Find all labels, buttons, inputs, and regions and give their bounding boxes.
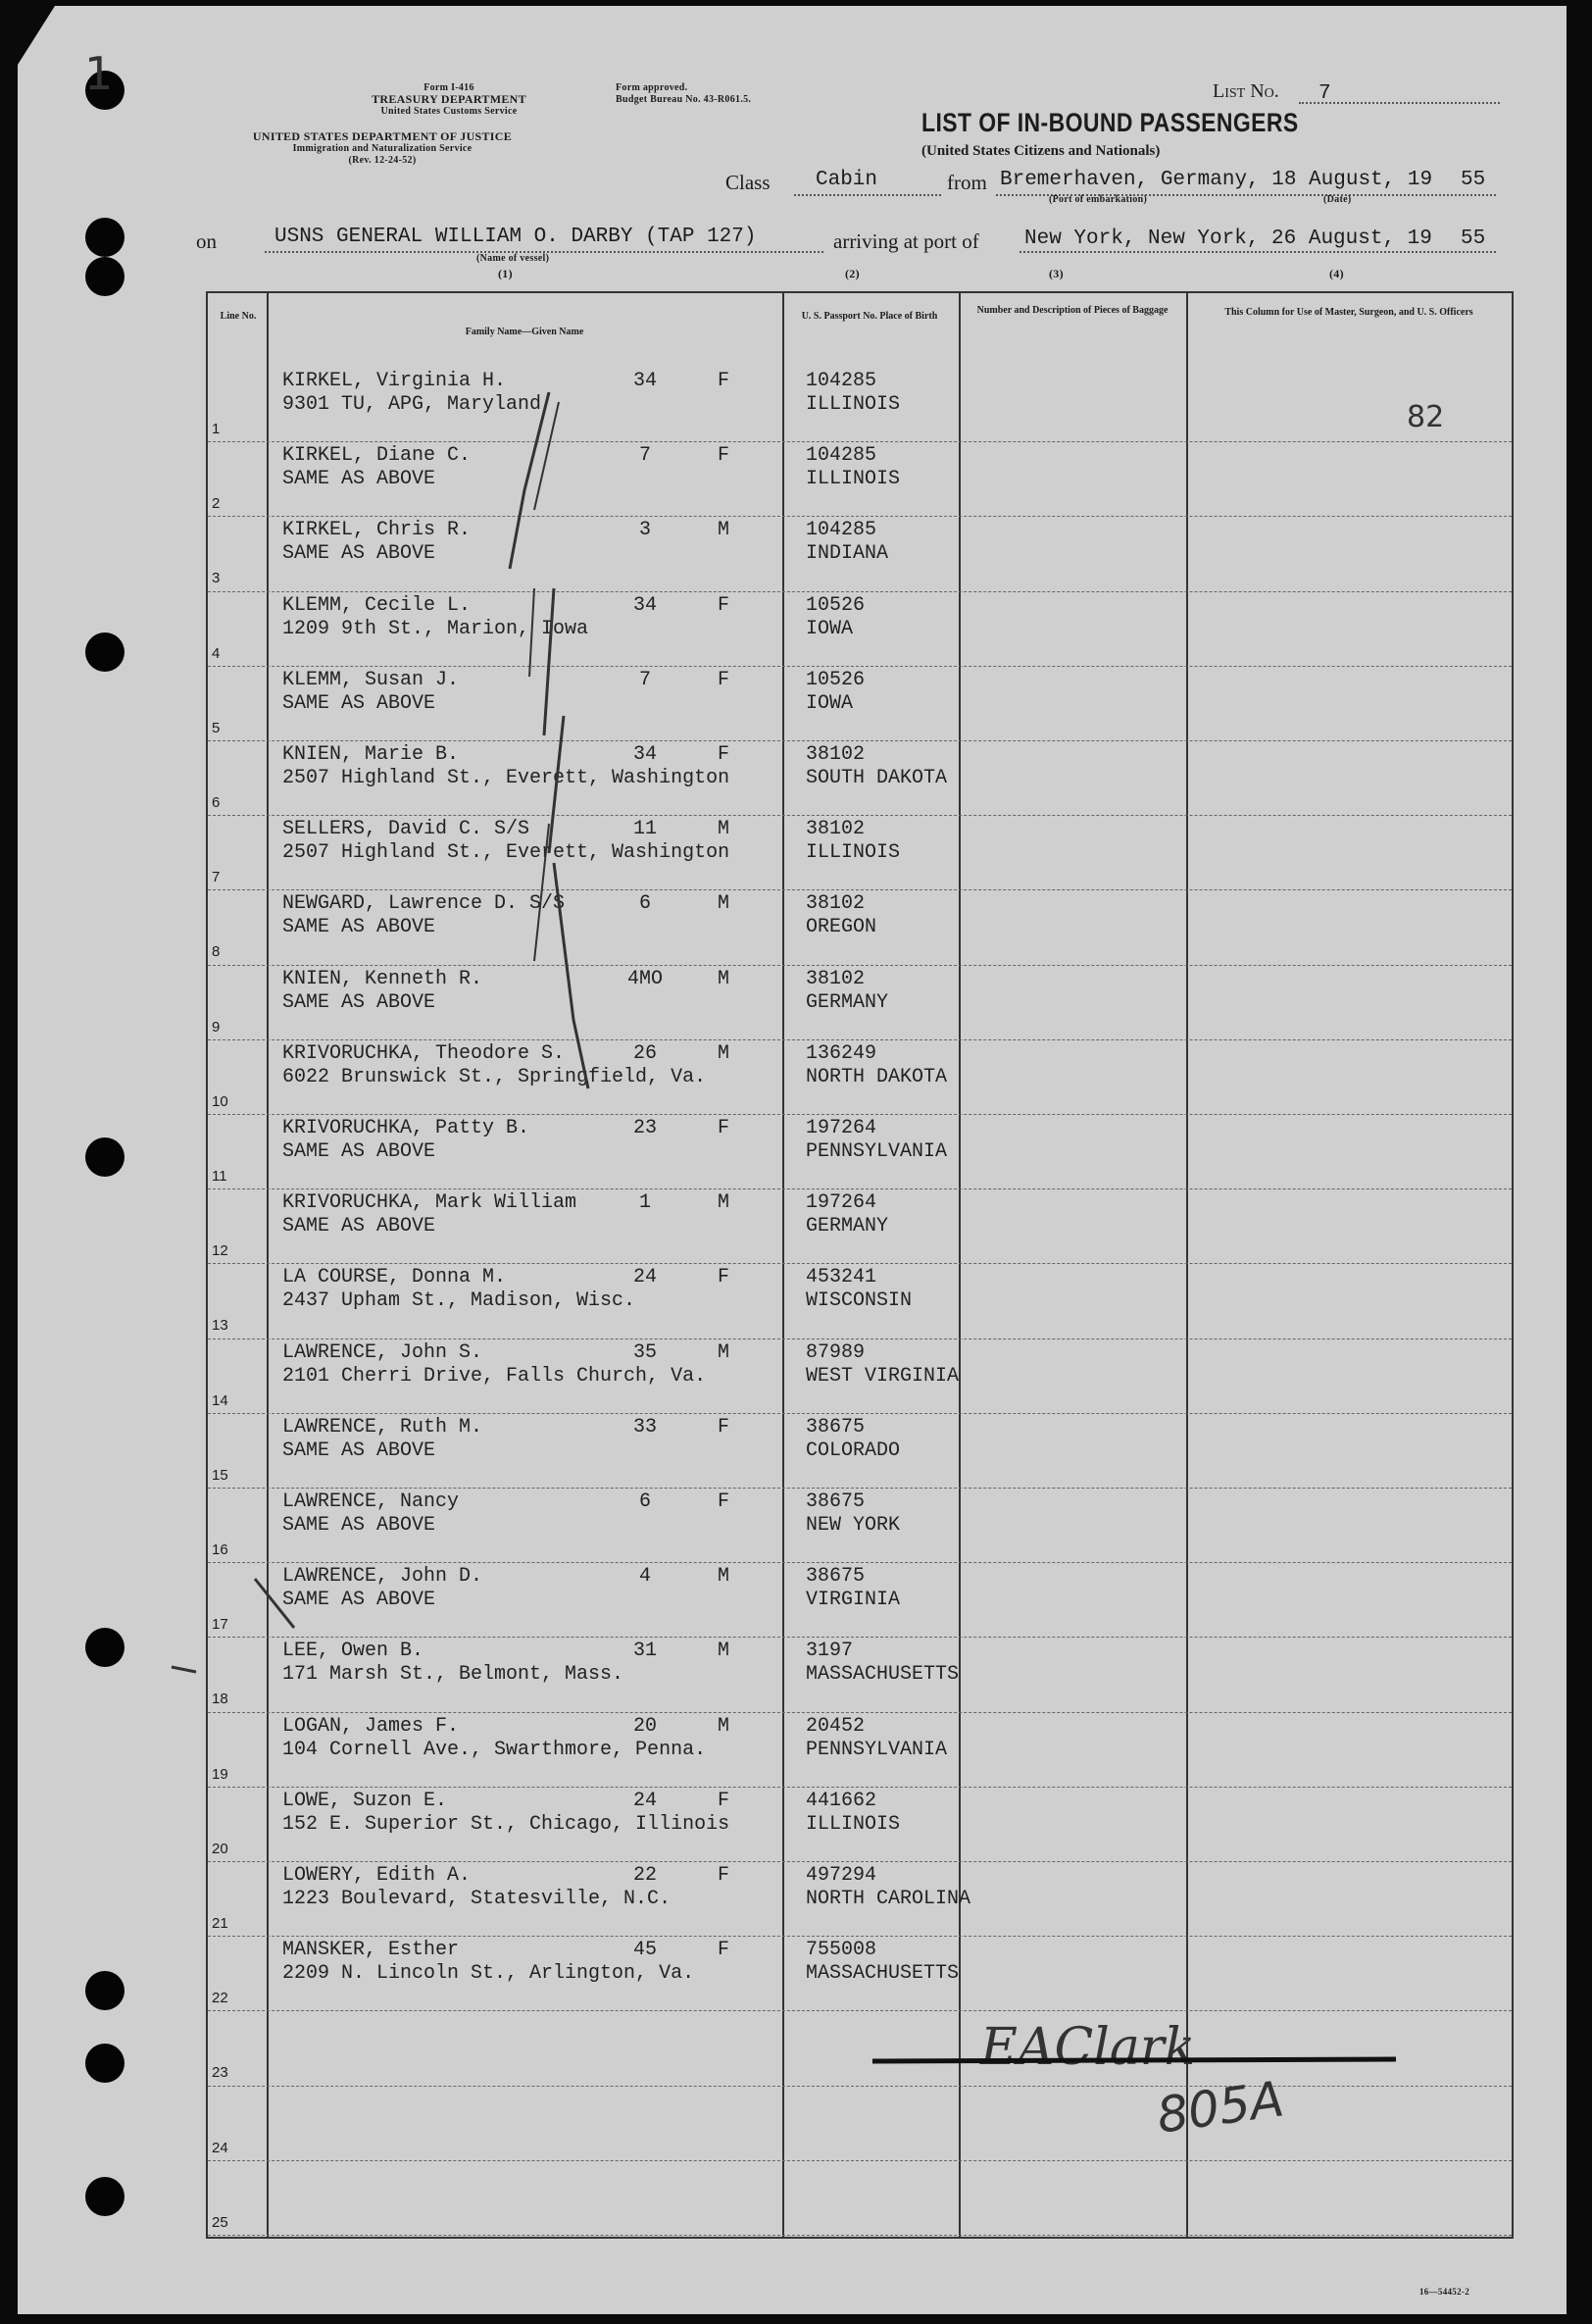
arriving-year: 55 xyxy=(1461,227,1486,250)
passenger-address: 104 Cornell Ave., Swarthmore, Penna. xyxy=(282,1738,707,1761)
passport-number: 755008 xyxy=(806,1939,877,1962)
passenger-name: KLEMM, Susan J. xyxy=(282,668,460,691)
line-number: 13 xyxy=(212,1317,228,1335)
place-of-birth: NEW YORK xyxy=(806,1514,901,1537)
passenger-sex: F xyxy=(718,444,730,468)
line-number: 7 xyxy=(212,869,221,886)
punch-hole xyxy=(85,218,124,257)
punch-hole xyxy=(85,2044,124,2083)
passenger-age: 7 xyxy=(639,444,652,468)
passport-number: 20452 xyxy=(806,1714,866,1738)
punch-hole xyxy=(85,1971,124,2010)
passenger-name: LA COURSE, Donna M. xyxy=(282,1266,507,1289)
line-number: 10 xyxy=(212,1092,228,1110)
passenger-age: 11 xyxy=(633,818,658,841)
vessel-name: USNS GENERAL WILLIAM O. DARBY (TAP 127) xyxy=(274,226,757,248)
place-of-birth: ILLINOIS xyxy=(806,393,901,416)
passenger-sex: M xyxy=(718,1191,730,1215)
list-no-label: List No. xyxy=(1213,80,1279,102)
line-number: 21 xyxy=(212,1915,228,1932)
line-number: 5 xyxy=(212,719,221,736)
passport-number: 453241 xyxy=(806,1266,877,1289)
place-of-birth: GERMANY xyxy=(806,1215,889,1238)
passenger-name: NEWGARD, Lawrence D. S/S xyxy=(282,892,566,916)
vessel-label: (Name of vessel) xyxy=(476,253,550,264)
class-value: Cabin xyxy=(816,169,878,191)
passenger-address: 2101 Cherri Drive, Falls Church, Va. xyxy=(282,1364,707,1388)
passenger-sex: F xyxy=(718,1789,730,1812)
passport-number: 10526 xyxy=(806,668,866,691)
passport-number: 38102 xyxy=(806,818,866,841)
passport-number: 136249 xyxy=(806,1041,877,1065)
passenger-address: SAME AS ABOVE xyxy=(282,1514,436,1537)
passenger-age: 20 xyxy=(633,1714,658,1738)
date-label: (Date) xyxy=(1323,194,1352,205)
passenger-age: 45 xyxy=(633,1939,658,1962)
passenger-sex: F xyxy=(718,1864,730,1887)
page-title: LIST OF IN-BOUND PASSENGERS xyxy=(921,108,1299,137)
place-of-birth: SOUTH DAKOTA xyxy=(806,767,948,789)
passenger-sex: M xyxy=(718,1640,730,1663)
place-of-birth: COLORADO xyxy=(806,1439,901,1462)
passenger-address: 2437 Upham St., Madison, Wisc. xyxy=(282,1289,636,1313)
form-rev: (Rev. 12-24-52) xyxy=(348,155,417,166)
passenger-sex: F xyxy=(718,1939,730,1962)
passenger-name: SELLERS, David C. S/S xyxy=(282,818,530,841)
punch-hole xyxy=(85,1137,124,1177)
passenger-age: 24 xyxy=(633,1789,658,1812)
passenger-sex: M xyxy=(718,519,730,542)
passenger-address: 1223 Boulevard, Statesville, N.C. xyxy=(282,1888,672,1910)
line-number: 16 xyxy=(212,1541,228,1558)
passport-number: 104285 xyxy=(806,519,877,542)
passenger-name: LEE, Owen B. xyxy=(282,1640,424,1663)
place-of-birth: GERMANY xyxy=(806,990,889,1014)
passenger-name: LAWRENCE, John D. xyxy=(282,1565,483,1589)
passenger-address: SAME AS ABOVE xyxy=(282,990,436,1014)
passenger-name: LAWRENCE, Ruth M. xyxy=(282,1415,483,1439)
signature-initials: EAClark xyxy=(980,2018,1196,2077)
passenger-sex: M xyxy=(718,967,730,990)
passenger-name: KNIEN, Kenneth R. xyxy=(282,967,483,990)
col-header-name: Family Name—Given Name xyxy=(465,327,584,337)
passenger-sex: F xyxy=(718,1266,730,1289)
place-of-birth: OREGON xyxy=(806,916,877,939)
punch-hole xyxy=(85,2177,124,2216)
place-of-birth: MASSACHUSETTS xyxy=(806,1962,960,1986)
passenger-sex: M xyxy=(718,892,730,916)
place-of-birth: INDIANA xyxy=(806,542,889,566)
passenger-age: 1 xyxy=(639,1191,652,1215)
passport-number: 3197 xyxy=(806,1640,854,1663)
passenger-age: 35 xyxy=(633,1340,658,1364)
passenger-name: LAWRENCE, Nancy xyxy=(282,1490,460,1513)
form-number: Form I-416 xyxy=(423,82,474,93)
passenger-name: KRIVORUCHKA, Patty B. xyxy=(282,1117,530,1139)
passenger-sex: M xyxy=(718,1565,730,1589)
passenger-age: 24 xyxy=(633,1266,658,1289)
passenger-sex: F xyxy=(718,668,730,691)
passenger-age: 33 xyxy=(633,1415,658,1439)
dept-justice: UNITED STATES DEPARTMENT OF JUSTICE xyxy=(252,129,513,143)
line-number: 3 xyxy=(212,570,221,587)
place-of-birth: NORTH CAROLINA xyxy=(806,1888,971,1910)
line-number: 11 xyxy=(212,1168,227,1185)
dept-treasury: TREASURY DEPARTMENT xyxy=(372,92,526,106)
place-of-birth: MASSACHUSETTS xyxy=(806,1663,960,1687)
arriving-value: New York, New York, 26 August, 19 xyxy=(1024,227,1432,250)
passport-number: 38102 xyxy=(806,892,866,916)
line-number: 14 xyxy=(212,1391,228,1409)
passenger-age: 34 xyxy=(633,743,658,766)
passenger-name: KIRKEL, Chris R. xyxy=(282,519,472,542)
punch-hole xyxy=(85,632,124,672)
passport-number: 87989 xyxy=(806,1340,866,1364)
budget-bureau: Budget Bureau No. 43-R061.5. xyxy=(616,94,752,105)
passenger-name: MANSKER, Esther xyxy=(282,1939,460,1962)
passenger-name: KIRKEL, Virginia H. xyxy=(282,370,507,392)
col-header-line-no: Line No. xyxy=(220,311,257,322)
passenger-address: 2507 Highland St., Everett, Washington xyxy=(282,767,730,789)
line-number: 15 xyxy=(212,1466,228,1484)
passenger-name: LAWRENCE, John S. xyxy=(282,1340,483,1364)
passenger-address: 1209 9th St., Marion, Iowa xyxy=(282,617,589,640)
page-mark: 1 xyxy=(84,47,114,100)
passenger-address: 152 E. Superior St., Chicago, Illinois xyxy=(282,1812,730,1836)
signature-note: 805A xyxy=(1153,2070,1288,2145)
passenger-address: SAME AS ABOVE xyxy=(282,1439,436,1462)
from-label: from xyxy=(947,171,987,194)
passenger-sex: F xyxy=(718,743,730,766)
passport-number: 197264 xyxy=(806,1191,877,1215)
line-number: 4 xyxy=(212,644,221,662)
passenger-age: 7 xyxy=(639,668,652,691)
class-label: Class xyxy=(725,171,771,194)
passenger-name: KNIEN, Marie B. xyxy=(282,743,460,766)
list-number: 7 xyxy=(1318,82,1331,105)
passenger-name: KRIVORUCHKA, Theodore S. xyxy=(282,1041,566,1065)
place-of-birth: PENNSYLVANIA xyxy=(806,1140,948,1163)
passport-number: 104285 xyxy=(806,444,877,468)
line-number: 19 xyxy=(212,1765,228,1783)
passenger-name: LOWE, Suzon E. xyxy=(282,1789,448,1812)
passenger-age: 26 xyxy=(633,1041,658,1065)
passenger-name: KIRKEL, Diane C. xyxy=(282,444,472,468)
passenger-sex: F xyxy=(718,370,730,392)
passport-number: 197264 xyxy=(806,1117,877,1139)
passenger-sex: M xyxy=(718,818,730,841)
place-of-birth: PENNSYLVANIA xyxy=(806,1738,948,1761)
passenger-sex: F xyxy=(718,1415,730,1439)
place-of-birth: VIRGINIA xyxy=(806,1589,901,1612)
col-number-1: (1) xyxy=(498,267,513,280)
line-number: 17 xyxy=(212,1616,228,1634)
on-label: on xyxy=(196,229,217,253)
passenger-address: SAME AS ABOVE xyxy=(282,691,436,715)
passenger-address: SAME AS ABOVE xyxy=(282,542,436,566)
arriving-label: arriving at port of xyxy=(833,229,979,253)
passenger-address: SAME AS ABOVE xyxy=(282,1140,436,1163)
passport-number: 38675 xyxy=(806,1565,866,1589)
line-number: 9 xyxy=(212,1018,221,1036)
line-number: 18 xyxy=(212,1691,228,1708)
footer-code: 16—54452-2 xyxy=(1419,2287,1469,2297)
dept-customs: United States Customs Service xyxy=(380,106,518,117)
line-number: 8 xyxy=(212,943,221,961)
passport-number: 441662 xyxy=(806,1789,877,1812)
passenger-table xyxy=(206,291,1514,2239)
port-embark-label: (Port of embarkation) xyxy=(1049,194,1148,205)
from-year: 55 xyxy=(1461,169,1486,191)
passport-number: 497294 xyxy=(806,1864,877,1887)
passenger-sex: M xyxy=(718,1041,730,1065)
passenger-sex: M xyxy=(718,1714,730,1738)
punch-hole xyxy=(85,1628,124,1667)
passenger-age: 4MO xyxy=(627,967,664,990)
passenger-address: 2507 Highland St., Everett, Washington xyxy=(282,841,730,865)
passenger-address: 171 Marsh St., Belmont, Mass. xyxy=(282,1663,624,1687)
passenger-address: SAME AS ABOVE xyxy=(282,1589,436,1612)
place-of-birth: WISCONSIN xyxy=(806,1289,913,1313)
passenger-address: 2209 N. Lincoln St., Arlington, Va. xyxy=(282,1962,695,1986)
passport-number: 38102 xyxy=(806,967,866,990)
col-number-3: (3) xyxy=(1049,267,1064,280)
col-header-officers: This Column for Use of Master, Surgeon, and U. S. Officers xyxy=(1224,307,1473,318)
place-of-birth: IOWA xyxy=(806,691,854,715)
passenger-age: 34 xyxy=(633,593,658,617)
place-of-birth: IOWA xyxy=(806,617,854,640)
place-of-birth: WEST VIRGINIA xyxy=(806,1364,960,1388)
line-number: 12 xyxy=(212,1242,228,1260)
passenger-age: 34 xyxy=(633,370,658,392)
place-of-birth: ILLINOIS xyxy=(806,841,901,865)
passenger-sex: F xyxy=(718,1117,730,1139)
line-number: 25 xyxy=(212,2213,228,2231)
passenger-age: 31 xyxy=(633,1640,658,1663)
place-of-birth: ILLINOIS xyxy=(806,468,901,491)
passenger-address: SAME AS ABOVE xyxy=(282,916,436,939)
col-number-2: (2) xyxy=(845,267,860,280)
passenger-age: 23 xyxy=(633,1117,658,1139)
line-number: 20 xyxy=(212,1840,228,1857)
passenger-sex: M xyxy=(718,1340,730,1364)
line-number: 1 xyxy=(212,421,221,437)
passenger-address: 6022 Brunswick St., Springfield, Va. xyxy=(282,1065,707,1088)
passenger-name: KLEMM, Cecile L. xyxy=(282,593,472,617)
from-value: Bremerhaven, Germany, 18 August, 19 xyxy=(1000,169,1433,191)
passenger-age: 22 xyxy=(633,1864,658,1887)
passport-number: 38102 xyxy=(806,743,866,766)
line-number: 6 xyxy=(212,794,221,811)
passport-number: 38675 xyxy=(806,1415,866,1439)
dept-ins: Immigration and Naturalization Service xyxy=(292,143,473,154)
passenger-age: 3 xyxy=(639,519,652,542)
col-header-passport: U. S. Passport No. Place of Birth xyxy=(801,311,938,322)
line-number: 24 xyxy=(212,2139,228,2156)
officer-count: 82 xyxy=(1407,400,1445,434)
passenger-age: 4 xyxy=(639,1565,652,1589)
passenger-address: 9301 TU, APG, Maryland xyxy=(282,393,542,416)
passenger-name: LOGAN, James F. xyxy=(282,1714,460,1738)
line-number: 22 xyxy=(212,1990,228,2007)
passport-number: 38675 xyxy=(806,1490,866,1513)
line-number: 2 xyxy=(212,495,221,513)
passenger-age: 6 xyxy=(639,1490,652,1513)
punch-hole xyxy=(85,257,124,296)
passenger-name: LOWERY, Edith A. xyxy=(282,1864,472,1887)
passenger-age: 6 xyxy=(639,892,652,916)
line-number: 23 xyxy=(212,2064,228,2082)
col-header-baggage: Number and Description of Pieces of Baggage xyxy=(976,305,1169,316)
place-of-birth: ILLINOIS xyxy=(806,1812,901,1836)
page-subtitle: (United States Citizens and Nationals) xyxy=(921,143,1161,159)
passport-number: 104285 xyxy=(806,370,877,392)
passenger-sex: F xyxy=(718,1490,730,1513)
passport-number: 10526 xyxy=(806,593,866,617)
passenger-sex: F xyxy=(718,593,730,617)
passenger-address: SAME AS ABOVE xyxy=(282,468,436,491)
form-approved: Form approved. xyxy=(616,82,688,93)
place-of-birth: NORTH DAKOTA xyxy=(806,1065,948,1088)
passenger-address: SAME AS ABOVE xyxy=(282,1215,436,1238)
col-number-4: (4) xyxy=(1329,267,1344,280)
passenger-name: KRIVORUCHKA, Mark William xyxy=(282,1191,577,1215)
